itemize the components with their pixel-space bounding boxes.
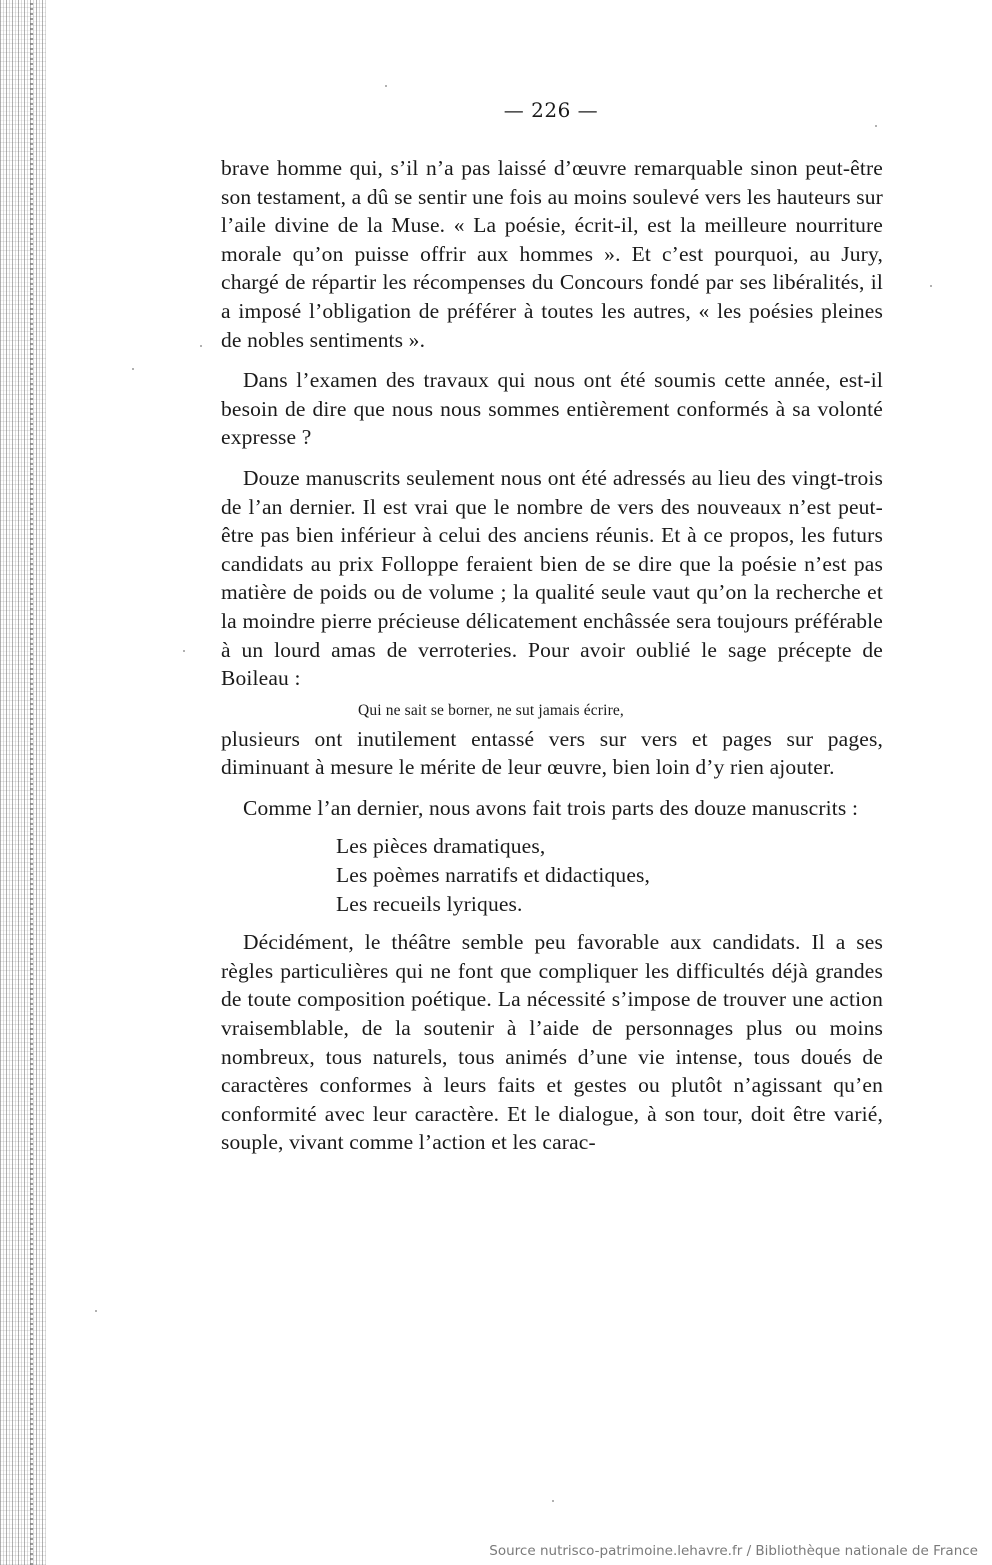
paragraph-6: Décidément, le théâtre semble peu favorable aux candidats. Il a ses règles particulières qui ne font que compliquer les difficultés déjà grandes de toute composition poétique. La nécessité s’impose de trouver une action vraisemblable, de la soutenir à l’aide de personnages plus ou moins nombreux, tous naturels, tous animés d’une vie intense, tous doués de caractères conformes à leurs faits et gestes ou plutôt n’agissant qu’en conformité avec leur caractère. Et le dialogue, à son tour, doit être varié, souple, vivant comme l’action et les carac- bbox=[221, 930, 883, 1155]
page-body bbox=[221, 154, 883, 1157]
page-number: — 226 — bbox=[503, 98, 599, 122]
scan-speck bbox=[132, 368, 134, 370]
paragraph-3: Douze manuscrits seulement nous ont été adressés au lieu des vingt-trois de l’an dernier. Il est vrai que le nombre de vers des nouveaux n’est peut-être pas bien inférieur à celui des anciens réunis. Et à ce propos, les futurs candidats au prix Folloppe feraient bien de se dire que la poésie n’est pas matière de poids ou de volume ; la qualité seule vaut qu’on la recherche et la moindre pierre précieuse délicatement enchâssée sera toujours préférable à un lourd amas de verroteries. Pour avoir oublié le sage précepte de Boileau : bbox=[221, 465, 883, 691]
boileau-quote: Qui ne sait se borner, ne sut jamais écrire, bbox=[358, 701, 624, 719]
scan-speck bbox=[930, 285, 932, 287]
manuscript-categories-list bbox=[221, 832, 883, 918]
scan-speck bbox=[200, 345, 202, 347]
scanned-binding-edge bbox=[0, 0, 46, 1565]
scan-speck bbox=[95, 1310, 97, 1312]
scan-speck bbox=[552, 1500, 554, 1502]
scan-speck bbox=[183, 650, 185, 652]
paragraph-2: Dans l’examen des travaux qui nous ont été soumis cette année, est-il besoin de dire que nous nous sommes entièrement conformés à sa volonté expresse ? bbox=[221, 368, 883, 450]
paragraph-5: Comme l’an dernier, nous avons fait trois parts des douze manuscrits : bbox=[243, 795, 859, 820]
paragraph-1: brave homme qui, s’il n’a pas laissé d’œuvre remarquable sinon peut-être son testament, a dû se sentir une fois au moins soulevé vers les hauteurs sur l’aile divine de la Muse. « La poésie, écrit-il, est la meilleure nourriture morale qu’on puisse offrir aux hommes ». Et c’est pourquoi, au Jury, chargé de répartir les récompenses du Concours fondé par ses libéralités, il a imposé l’obligation de préférer à toutes les autres, « les poésies pleines de nobles sentiments ». bbox=[221, 156, 883, 352]
list-item: Les pièces dramatiques, bbox=[336, 834, 546, 859]
list-item: Les recueils lyriques. bbox=[336, 891, 523, 916]
paragraph-4: plusieurs ont inutilement entassé vers sur vers et pages sur pages, diminuant à mesure le mérite de leur œuvre, bien loin d’y rien ajouter. bbox=[221, 726, 883, 780]
source-attribution: Source nutrisco-patrimoine.lehavre.fr / Bibliothèque nationale de France bbox=[489, 1543, 978, 1559]
scan-speck bbox=[875, 125, 877, 127]
list-item: Les poèmes narratifs et didactiques, bbox=[336, 863, 651, 888]
scan-speck bbox=[385, 85, 387, 87]
